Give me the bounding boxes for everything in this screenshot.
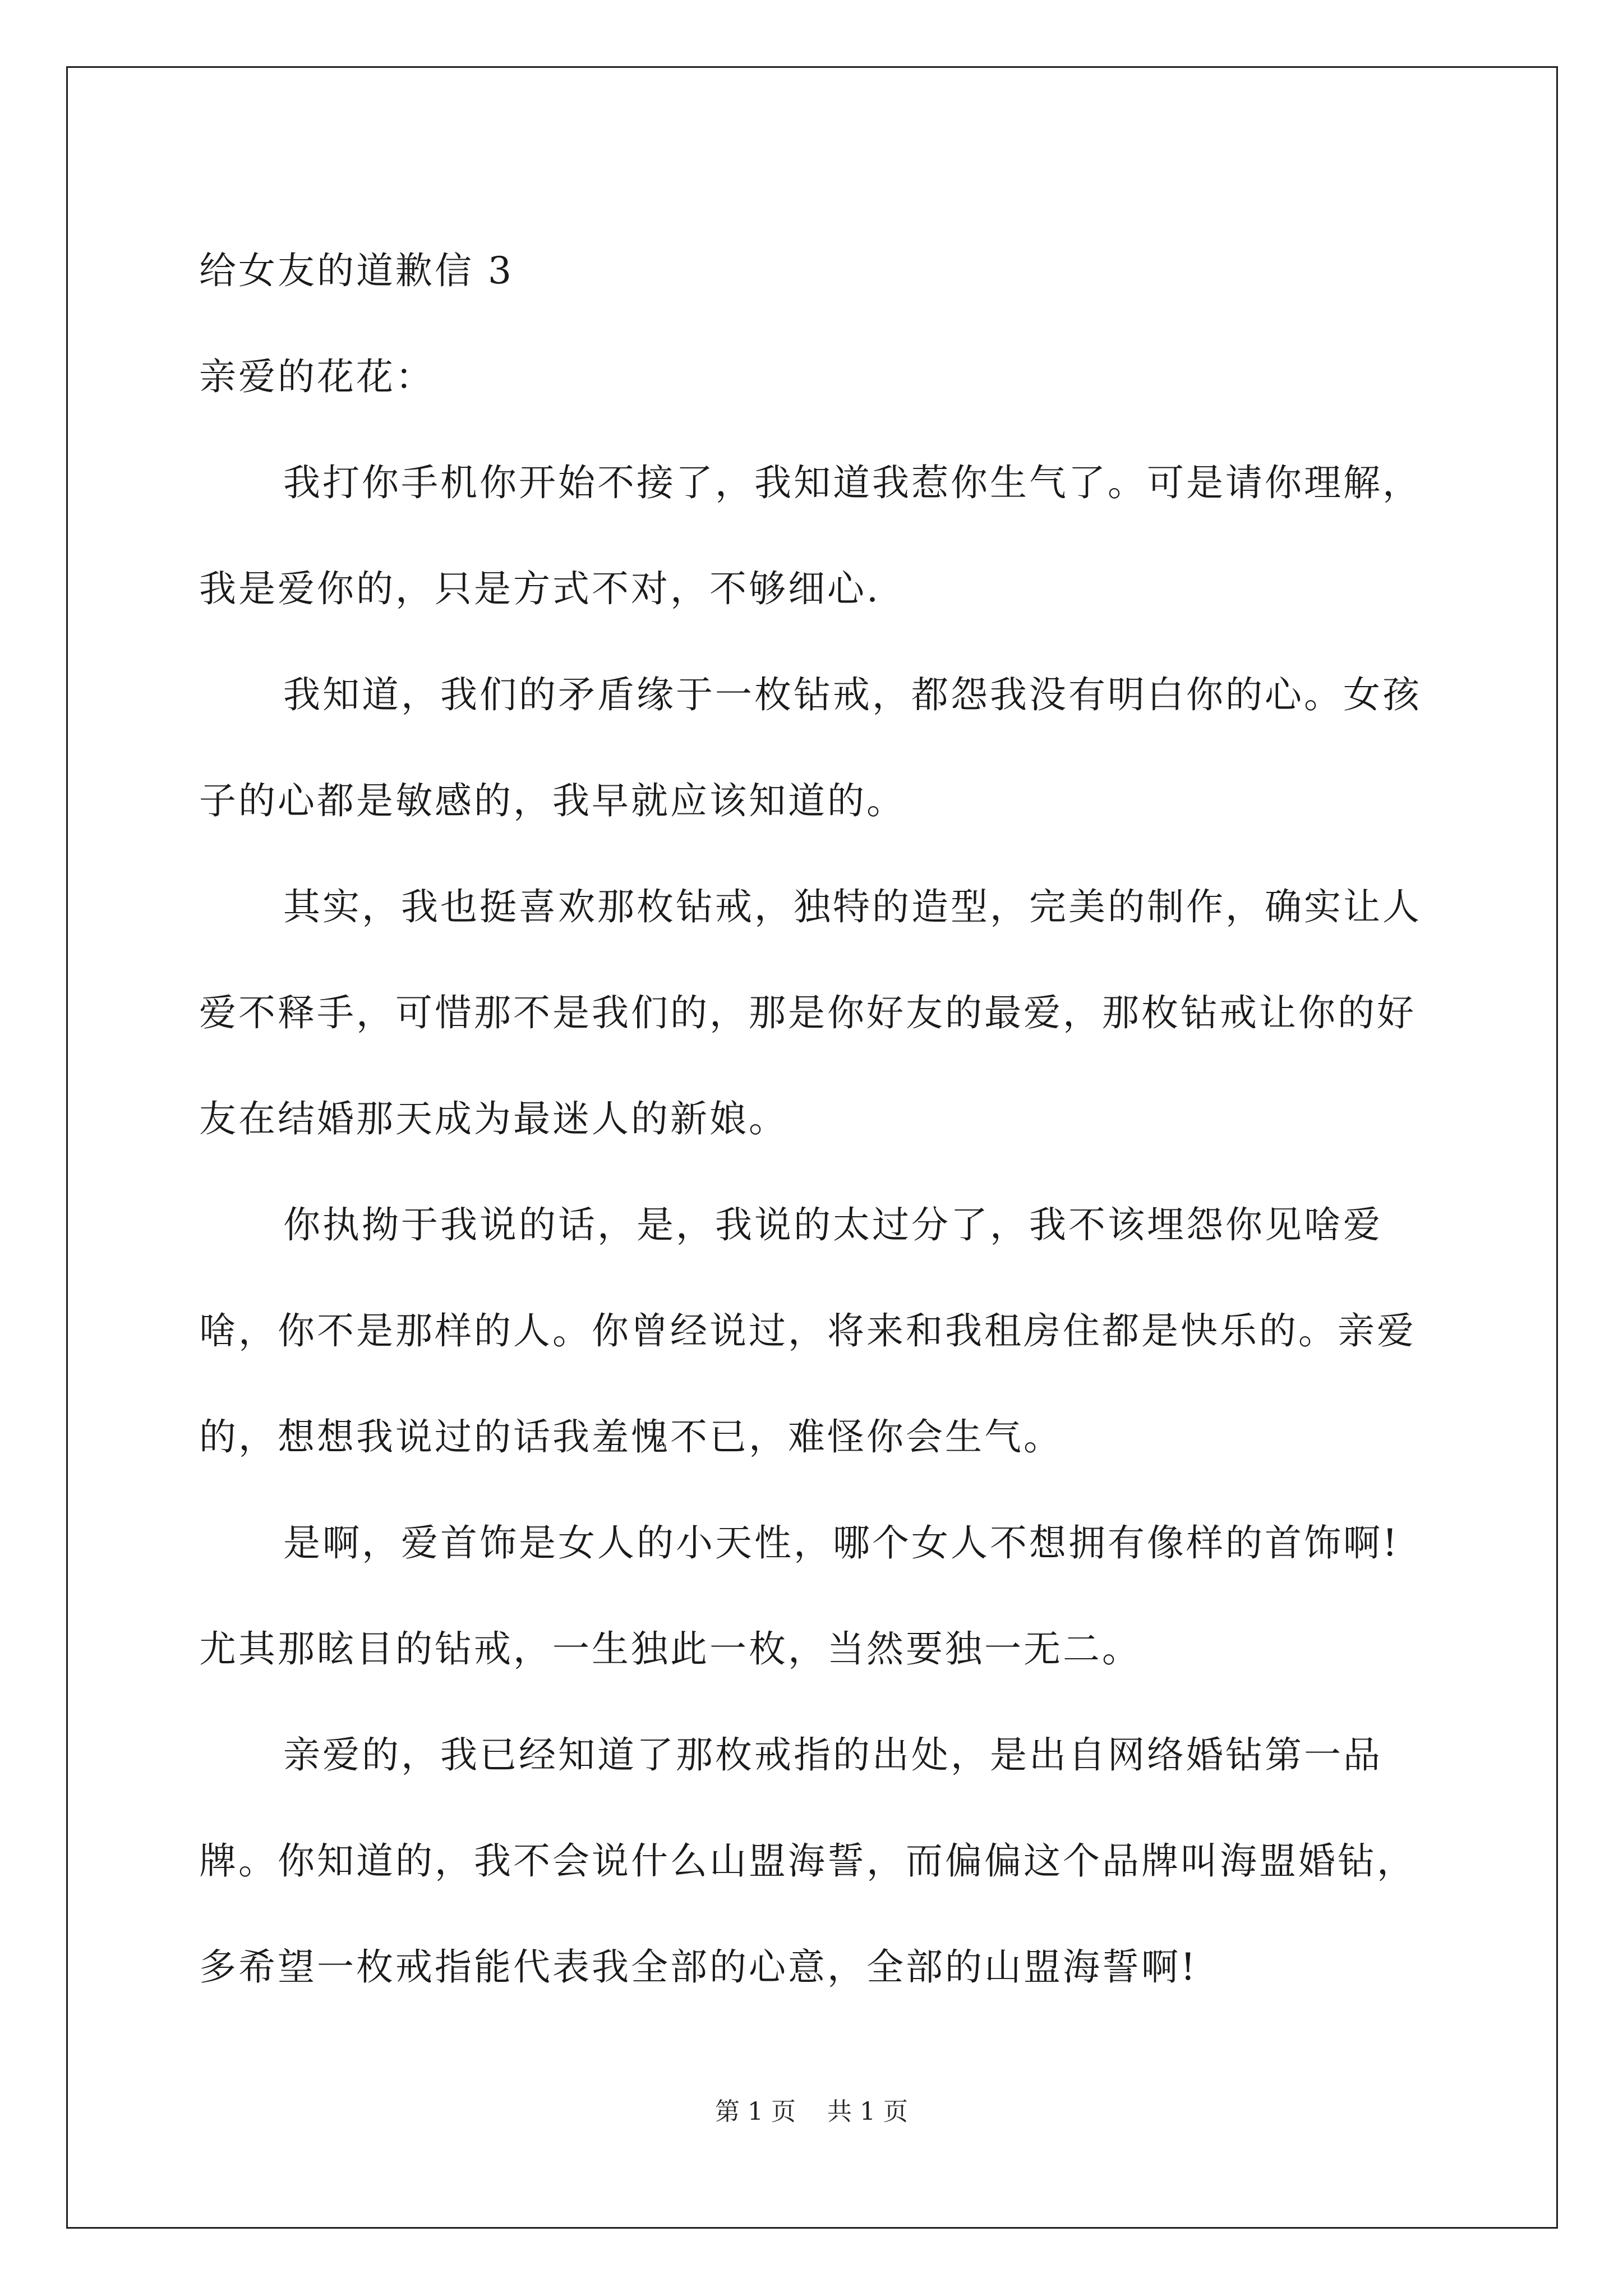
document-title: 给女友的道歉信 3 [199,249,514,292]
paragraph: 你执拗于我说的话，是，我说的太过分了，我不该埋怨你见啥爱啥，你不是那样的人。你曾经说过，将来和我租房住都是快乐的。亲爱的，想想我说过的话我羞愧不已，难怪你会生气。 [199,1203,1416,1458]
page-total: 共 1 页 [827,2097,908,2126]
page-number: 第 1 页 [715,2097,796,2126]
letter-body [199,218,1433,2020]
paragraph: 是啊，爱首饰是女人的小天性，哪个女人不想拥有像样的首饰啊!尤其那眩目的钻戒，一生独此一枚，当然要独一无二。 [199,1521,1400,1671]
page-footer [0,2091,1623,2127]
paragraph: 亲爱的，我已经知道了那枚戒指的出处，是出自网络婚钻第一品牌。你知道的，我不会说什么山盟海誓，而偏偏这个品牌叫海盟婚钻，多希望一枚戒指能代表我全部的心意，全部的山盟海誓啊! [199,1733,1416,1989]
salutation: 亲爱的花花： [199,355,435,398]
paragraph: 其实，我也挺喜欢那枚钻戒，独特的造型，完美的制作，确实让人爱不释手，可惜那不是我们的，那是你好友的最爱，那枚钻戒让你的好友在结婚那天成为最迷人的新娘。 [199,885,1422,1140]
paragraph: 我知道，我们的矛盾缘于一枚钻戒，都怨我没有明白你的心。女孩子的心都是敏感的，我早就应该知道的。 [199,673,1422,822]
paragraph: 我打你手机你开始不接了，我知道我惹你生气了。可是请你理解，我是爱你的，只是方式不对，不够细心. [199,461,1422,610]
